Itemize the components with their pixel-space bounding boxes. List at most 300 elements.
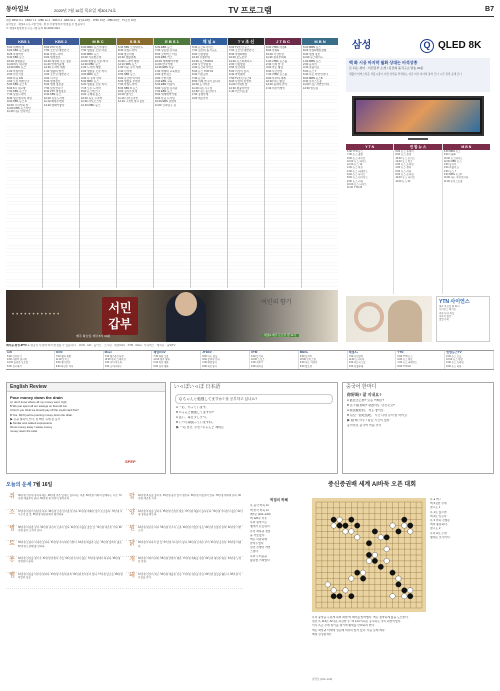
program-entry: 9:00 생생정보 [44,56,61,60]
fortune-columns [6,494,246,684]
news-entry: 4:00 뉴스 퍼레이드 [347,169,368,173]
program-entry: 11:00 KBS 뉴스라인 [7,107,31,111]
chinese-question: 你好吗? 잘 지내요? [347,392,382,397]
cable-channel-row [6,350,494,370]
program-entry: 8:30 아침드라마 [44,52,63,56]
white-stone [408,529,413,534]
news-entry: 6:00 뉴스 투데이 [395,150,414,153]
zodiac-sign: 말 [129,494,135,500]
news-entry: 4:00 뉴스 센터 [395,166,412,170]
program-entry: 6:30 마이웨이 [229,73,246,77]
baduk-subtitle: 허점의 허혜 [270,498,288,502]
news-entry: 11:00 뉴스 24 [395,179,411,183]
cable-channel [104,351,153,369]
channel-info [6,19,494,31]
baduk-bottom-text [312,616,494,637]
cable-program: 1:00 뉴스 퍼레이드 [397,361,418,365]
news-entry: 10:00 뉴스 나이트 [395,176,416,180]
cable-program: 7:00 서민갑부 [348,355,364,358]
chinese-line: 동아일보 중국어 학습 코너 [347,424,382,427]
program-entry: 3:00 MBC 뉴스 [81,73,99,77]
fortune-text: 40년생 건강을 챙기자. 52년생 뜻밖의 수입. 64년생 인내가 필요. 76년생 명예가 따른다. 88년생 연애운이 좋다. [18,557,121,564]
program-entry: 8:00 세계테마기행 [155,93,177,97]
news-entry: 2:00 뉴스 프라임 [395,163,414,167]
baduk-side-notes [430,498,494,540]
white-stone [390,594,395,599]
english-line: throw money away / waste money [10,426,53,430]
program-entry: 6:00 MBN 뉴스 [303,46,321,49]
baduk-text-line: 백 2로 잇는다. [430,514,448,518]
cable-program: 6:00 뉴스 오늘 [446,355,462,358]
cable-program: 3:00 격투기 [250,361,264,365]
cable-channel-name: Mnet [104,351,112,354]
program-entry: 6:00 6시 내고향 [7,86,26,90]
program-entry: 12:30 뽕숭아학당 [229,86,250,90]
program-entry: 10:00 목요드라마 [44,96,65,100]
program-entry: 10:00 보도본부 [229,56,247,60]
baduk-text-line: 흑이 A로 두면 [430,531,447,535]
program-entry: 3:00 다큐 ON [7,76,23,80]
fortune-text: 38년생 여유를 갖자. 50년생 귀인의 도움이 있다. 62년생 지출을 줄일 것. 74년생 새로운 기회. 86년생 좋은 소식이 온다. [18,525,122,532]
fortune-item [126,573,243,589]
tv-channel-column [302,38,338,288]
fortune-date: 7월 16일 [32,482,53,488]
cable-program: 8:00 히든싱어 [202,364,217,368]
news-entry: 10:00 뉴스 나이트 [347,182,367,186]
news-entry: 12:00 뉴스 12 [347,163,363,167]
black-stone [408,594,413,599]
program-entry: 5:00 뉴스 TOP 10 [192,69,214,73]
program-entry: 6:00 JTBC 아침& [266,46,287,49]
news-entry: 10:00 나는 자연인이다 [443,176,469,180]
news-entry: 6:00 MBN 뉴스 [443,150,461,153]
program-entry: 2:00 인간극장 [7,73,24,77]
program-entry: 12:00 뉴스퍼레이드 [229,59,253,63]
program-entry: 9:00 KBS 뉴스 9 [7,100,27,104]
cable-program: 7:30 영화 모음 [153,355,169,358]
cable-program: 10:00 보이스퀸 [299,358,316,362]
black-stone [337,594,342,599]
program-entry: 10:00 세계테마기행 [155,59,179,63]
english-line: A I don't know where all my money went. Ugh. [10,401,68,404]
fortune-item [126,526,243,542]
program-listing [265,45,301,287]
baduk-text-line: 을 서둘렀다. [250,533,266,537]
black-stone [331,594,336,599]
drama-title: 여인의 향기 [261,300,292,306]
baduk-text-line: 제7보 (101~120) [250,512,271,516]
program-entry: 1:40 미스터트롯 [229,90,248,94]
paper-name: 동아일보 [6,7,30,13]
baduk-text-line: 이후 흑은 우변 실리를 챙기며 형세를 만회하려 한다. [312,624,375,628]
baduk-text-line: 참고도 1 [430,506,441,510]
white-stone [390,523,395,528]
black-stone [396,582,401,587]
news-entry: 10:00 뉴스와이드 [443,156,463,160]
program-entry: 1:00 아침마당 [7,69,24,73]
english-line: ▶ 돈을 헛되이 쓰다, 밑 빠진 독에 물 붓기 [10,417,61,421]
cable-program: 7:00 영화 재방 [55,355,72,358]
program-entry: 3:30 뉴스A 라이브 [192,66,214,70]
fortune-item [126,494,243,510]
program-entry: 9:30 생생 정보 [303,52,321,56]
program-entry: 9:00 다큐 프라임 [155,96,175,100]
program-entry: 11:30 드라마 재방 [118,59,139,63]
black-stone [372,558,377,563]
program-entry: 5:00 MBC 뉴스 [81,79,99,83]
baduk-text-line: 흑이 중앙을 두텁게 하며 좌변 백 대마를 압박했다. 백은 침착하게 삶을 도모한다. [312,616,409,619]
program-entry: 11:00 아내의 맛 [229,83,248,87]
program-entry: 11:00 생방송 오늘 저녁 [81,59,108,63]
cable-program: 9:00 타인은 지옥 [55,364,74,368]
zodiac-sign: 용 [9,557,15,564]
news-channel-header: 연 합 뉴 스 [394,144,441,150]
program-entry: 6:00 생생 정보통 [44,83,64,87]
cable-program: 6:00 엠카운트다운 [104,355,124,358]
black-stone [402,588,407,593]
cable-channel [201,351,250,369]
samsung-ad-panel [342,38,494,348]
baduk-text-line: 흑 1로 끊으면 [430,510,447,514]
tv-channel-column [43,38,80,288]
fortune-section [6,482,246,686]
channel-header: 채 널 A [191,38,227,45]
fortune-item [6,541,123,557]
news-listing [443,150,490,294]
program-entry: 9:00 EBS 키즈 [155,56,173,60]
cable-channel [396,351,445,369]
fortune-text: 41년생 마음을 비우면 편하다. 53년생 가정에 화목. 65년생 문서운이 있다. 77년생 말조심. 89년생 학업운 상승. [18,572,123,580]
baduk-text-line: 흑의 실착으로 [250,521,267,525]
white-stone [384,558,389,563]
news-channel-header: Y T N [346,144,393,150]
baduk-text-line: 흑 중국 바둑 AI [250,504,269,508]
white-stone [402,594,407,599]
cable-channel [348,351,397,369]
news-listing [346,150,393,294]
fortune-text: 44년생 평온한 하루. 56년생 친구의 도움. 68년생 사업운 상승. 80년생 신중한 선택. 92년생 기쁜 소식. [138,525,241,532]
white-stone [337,517,342,522]
ad-caption: 매주 화요일 저녁 8시 10분 [76,334,111,338]
news-entry: 6:00 뉴스 리뷰 [395,169,412,173]
program-entry: 7:15 오후 드라마 [81,86,101,90]
cable-channel-name: tvN [7,351,12,354]
program-entry: 2:00 생방송 오늘 저녁 [81,69,107,73]
black-stone [366,541,371,546]
program-entry: 11:10 나이트라인 [118,96,139,100]
info-line: 채널 KBS1 9-1 · KBS2 7-1 · MBC 11-1 · SBS 6-1 · EBS 10-1 · 채널A 18번 · JTBC 15번 · MBN 16번 · TV조선 19번 [6,19,137,22]
japanese-line: ▶ 一応 일단, 우선 / ちゃんと 제대로 [176,426,224,430]
program-entry: 10:00 생생정보 [7,59,25,63]
program-entry: 12:00 뉴스TOP10 [192,59,214,63]
cable-channel-name: 채널CGV [153,351,166,354]
channel-header: KBS 1 [6,38,42,45]
news-entry: 8:00 뉴스 현장 [395,153,412,157]
program-entry: 1:50 강철부대 [192,93,209,97]
white-stone [378,535,383,540]
zodiac-sign: 범 [9,525,15,532]
fortune-text: 45년생 무리하지 말 것. 57년생 자녀운이 좋다. 69년생 손재수 주의. 81년생 승진운. 93년생 여행운. [138,541,241,548]
fortune-item [6,557,123,573]
english-line: money down the toilet [10,430,38,434]
program-entry: 12:10 SBS 뉴스 [118,62,137,66]
program-entry: 9:40 KBS 뉴스 [7,56,25,60]
cable-program: 12:00 놀라운 토요일 [7,361,29,365]
baduk-text-line: 받아두었다. [250,542,265,546]
program-entry: 7:00 딩동댕 유치원 [155,49,178,53]
program-entry: 11:00 6시 내고향 [7,62,27,66]
program-entry: 10:30 목요 드라마 [81,96,103,100]
program-entry: 8:30 아침드라마 [118,49,137,53]
program-entry: 6:00 서민갑부 [192,73,209,77]
zodiac-sign: 원 [129,525,135,532]
program-entry: 9:00 신통방통 [192,52,209,56]
program-entry: 4:00 시크릿 [44,76,58,80]
program-entry: 3:40 속풀이쇼 [303,66,320,70]
cable-program: 9:00 레이싱 [250,364,264,368]
program-entry: 1:00 JTBC 뉴스룸 [266,59,288,63]
program-entry: 7:50 생방송 오늘 아침 [81,49,107,53]
program-entry: 6:00 MBC 뉴스투데이 [81,46,107,49]
cable-program: 2:00 너의 목소리 [104,361,123,365]
program-entry: 10:30 아는 형님 [266,79,285,83]
fortune-column-left [6,494,126,684]
program-entry: 2:00 장학퀴즈 [155,73,172,77]
program-entry: 5:00 뉴스 7 [303,69,317,73]
cable-channel-name: JTBC2 [202,351,212,354]
program-entry: 9:00 집사부일체 [118,90,137,94]
program-entry: 9:30 좋은아침 [118,52,135,56]
program-entry: 5:30 뉴스A 라이브 [192,46,214,49]
cable-program: 9:00 뉴스 특보 [397,358,413,362]
baduk-text-line: 흑이 좌하귀 침입 [250,529,271,533]
program-entry: 10:40 강철부대 [192,56,210,60]
cable-program: 2:00 나는 자연인 [299,361,318,365]
program-entry: 9:30 KBS 뉴스 [44,93,62,97]
baduk-title: 중신증권배 세계 AI바둑 오픈 대회 [327,482,417,488]
news-entry: 8:00 뉴스 프라임 [395,173,414,177]
news-entry: 8:00 뉴스 인사이드 [347,176,368,180]
ytn-line: 별별 과학 [439,318,449,321]
info-line: 동아일보 · 채널A 프로그램 안내 · 편성 사정에 따라 변경될 수 있습니다 [6,23,85,26]
white-stone [396,576,401,581]
program-entry: 12:00 KBS 뉴스 [7,66,26,70]
news-channel-column [394,144,442,294]
baduk-text-line: 활용할 기회였다. [250,558,271,562]
news-entry: 8:00 MBN 뉴스8 [443,173,462,177]
news-entry: 8:00 아침& [443,153,456,157]
program-listing [43,45,79,287]
fortune-item [126,557,243,573]
chinese-line: B 还不错,你呢? 괜찮아요, 당신은요? [347,404,395,407]
program-entry: 3:50 SBS 뉴스 [118,73,136,77]
program-entry: 7:50 굿모닝 대한민국 [44,49,69,53]
host-head [175,292,197,316]
ring-graphic [354,302,384,332]
black-stone [402,517,407,522]
chinese-box [342,382,494,474]
baduk-text-line: 흑의 두터움을 [250,554,267,558]
channel-header: M B C [80,38,116,45]
baduk-text-line: 백 120수 이후 [250,516,268,520]
program-entry: 8:30 아침&매일 [229,52,248,56]
cable-program: 6:00 아는 형님 [202,355,218,358]
japanese-line: A 一応、やっています。 [176,406,209,410]
tv-channel-column [228,38,265,288]
baduk-caption: 실전보 (101~120) [312,678,333,681]
baduk-text-line: 형세가 흔들린다. [250,525,271,529]
news-entry: 9:00 뉴스 리뷰 [347,179,363,183]
program-entry: 2:00 신통방통 [229,62,246,66]
fortune-text: 39년생 조용히 지내면 길하다. 51년생 자녀에게 기쁨이. 63년생 재물운 상승. 75년생 협력이 필요. 87년생 도전해 볼 만하다. [18,541,123,548]
program-entry: 5:00 KBS 뉴스 5 [7,83,27,87]
program-entry: 11:40 연예가중계 [44,62,65,66]
chinese-head: 중국어 한마디 [346,384,377,390]
program-entry: 10:00 기분좋은날 [81,56,102,60]
chinese-line: A 最近怎么样? 요즘 어때요? [347,399,385,402]
black-stone [372,529,377,534]
feature-headline: 백 화 시공 마지막 월화 상대는 비석상종 [349,60,418,65]
cable-program: 6:00 동치미 [299,355,313,358]
baduk-header [250,482,494,494]
program-entry: 8:30 생로병사의 비밀 [7,96,32,100]
tv-ad-banner[interactable] [6,290,338,342]
program-entry: 5:00 이것이 정치 [229,69,249,73]
ytn-ad-image [346,296,432,342]
program-listing [6,45,42,287]
samsung-brand: 삼성 [352,40,372,51]
masthead [6,5,494,17]
tv-channel-column [191,38,228,288]
ytn-line: 과학 다큐 특집 [439,311,455,315]
english-review-box [6,382,166,474]
program-entry: 10:00 사건반장 [266,52,284,56]
news-listing [394,150,441,294]
cable-channel [445,351,494,369]
go-board [312,498,426,612]
program-entry: 7:00 KBS 뉴스 7 [7,90,27,94]
zodiac-sign: 양 [129,509,135,516]
tv-channel-column [6,38,43,288]
program-entry: 7:40 일일드라마 [7,93,26,97]
issue-date: 2020년 7월 16일 목요일 제30174호 [54,8,117,13]
program-entry: 4:00 아는 형님 [266,66,284,70]
program-entry: 7:30 JTBC 뉴스룸 [266,73,288,77]
white-stone [366,558,371,563]
english-line: B Yes. We'll just be pouring money down the drain. [10,413,73,417]
program-entry: 6:00 TV조선 뉴스 [229,46,250,49]
english-line: ▶ Similar and related expressions [10,421,52,425]
program-entry: 9:30 보이스트롯 [303,79,322,83]
program-entry: 12:10 그것이 알고싶다 [118,100,145,104]
program-entry: 2:00 사건상황실 [192,62,211,66]
baduk-text-line: 스럽다. [250,550,259,554]
baduk-text-line: 백은 차분하게 [250,537,267,541]
baduk-text-line: 흑 3 이하 진행은 [430,518,451,522]
news-channel-column [346,144,394,294]
zodiac-sign: 개 [129,557,135,564]
cable-program: 3:10 특선 영화 [153,361,169,365]
english-head: English Review [7,383,165,392]
black-stone [343,523,348,528]
program-entry: 1:40 생활의 발견 [44,69,64,73]
cable-program: 9:00 뭉쳐야 산다 [202,358,220,362]
channel-header: T V 조 선 [228,38,264,45]
cable-channel-name: MBN+ [299,351,309,354]
cable-program: 1:00 팬텀싱어 [202,361,217,365]
black-stone [378,564,383,569]
program-entry: 1:00 세계의 교육현장 [155,69,180,73]
program-entry: 10:00 EBS 초대석 [155,100,177,104]
program-listing [154,45,190,287]
program-entry: 12:20 영화가좋다 [44,103,65,107]
white-stone [325,582,330,587]
cable-program: 6:00 신서유기 [7,355,22,358]
zodiac-sign: 토 [9,541,15,548]
channel-header: J T B C [265,38,301,45]
tv-image [352,96,484,136]
program-entry: 12:30 알토란 [303,86,319,90]
japanese-box [170,382,338,474]
program-entry: 10:00 도시어부 [192,83,210,87]
black-stone [384,535,389,540]
channel-header: S B S [117,38,153,45]
ytn-line: 과학의 발견 [439,314,452,318]
program-entry: 10:00 앨리스 [118,93,134,97]
black-stone [396,529,401,534]
zodiac-sign: 닭 [129,541,135,548]
program-entry: 5:30 SBS 모닝와이드 [118,46,144,49]
fortune-item [6,526,123,542]
baduk-commentary [250,498,308,563]
zodiac-sign: 뱀 [9,572,15,579]
baduk-section [250,482,494,686]
cable-program: 10:00 스포츠 [250,358,265,362]
black-stone [349,517,354,522]
cable-channel-name: OCN [55,351,63,354]
program-entry: 9:30 MBC 뉴스 [81,52,99,56]
white-stone [343,529,348,534]
program-listing [302,45,338,287]
program-entry: 6:00 KBS 뉴스광장 [7,49,30,53]
cable-program: 3:00 경이로운 [55,361,71,365]
baduk-text-line: 해설 김성룡 9단 [312,632,332,636]
cable-channel [152,351,201,369]
program-entry: 1:30 비긴어게인 [266,86,285,90]
program-entry: 5:00 생생정보 [44,79,61,83]
cable-channel-name: 연합뉴스TV [446,351,462,354]
program-entry: 6:00 생방송 투데이 [118,79,141,83]
program-entry: 5:00 새벽의 창 [7,46,25,49]
presenter-figure [388,300,422,342]
program-entry: 10:00 시사기획 창 [7,103,29,107]
ytn-info-box [436,296,490,342]
fortune-item [6,494,123,510]
program-entry: 6:30 나는 자연인이다 [303,73,328,77]
cable-channel-name: XTM [250,351,258,354]
ytn-line: 매주 목요일 밤 11시 [439,305,460,309]
program-entry: 4:00 오늘 대한민국 [7,79,30,83]
info-line: ※ 채널A 종합편성 프로그램 문의 02-2020-3114 [6,27,60,30]
fortune-text: 46년생 가족의 화목. 58년생 뜻밖의 행운. 70년생 계획을 점검. 82년생 대인운 양호. 94년생 노력한 만큼. [138,557,241,564]
white-stone [355,535,360,540]
cable-program: 10:00 뉴스 현장 [446,358,463,362]
program-entry: 12:50 나는 몸신이다 [192,90,216,94]
cable-program: 8:00 쇼미더머니 [104,364,122,368]
black-stone [366,552,371,557]
program-logo: 서민 갑부 [102,297,138,335]
chinese-line: B 有空一起吃饭吧。 시간 나면 같이 밥 먹어요. [347,414,408,417]
